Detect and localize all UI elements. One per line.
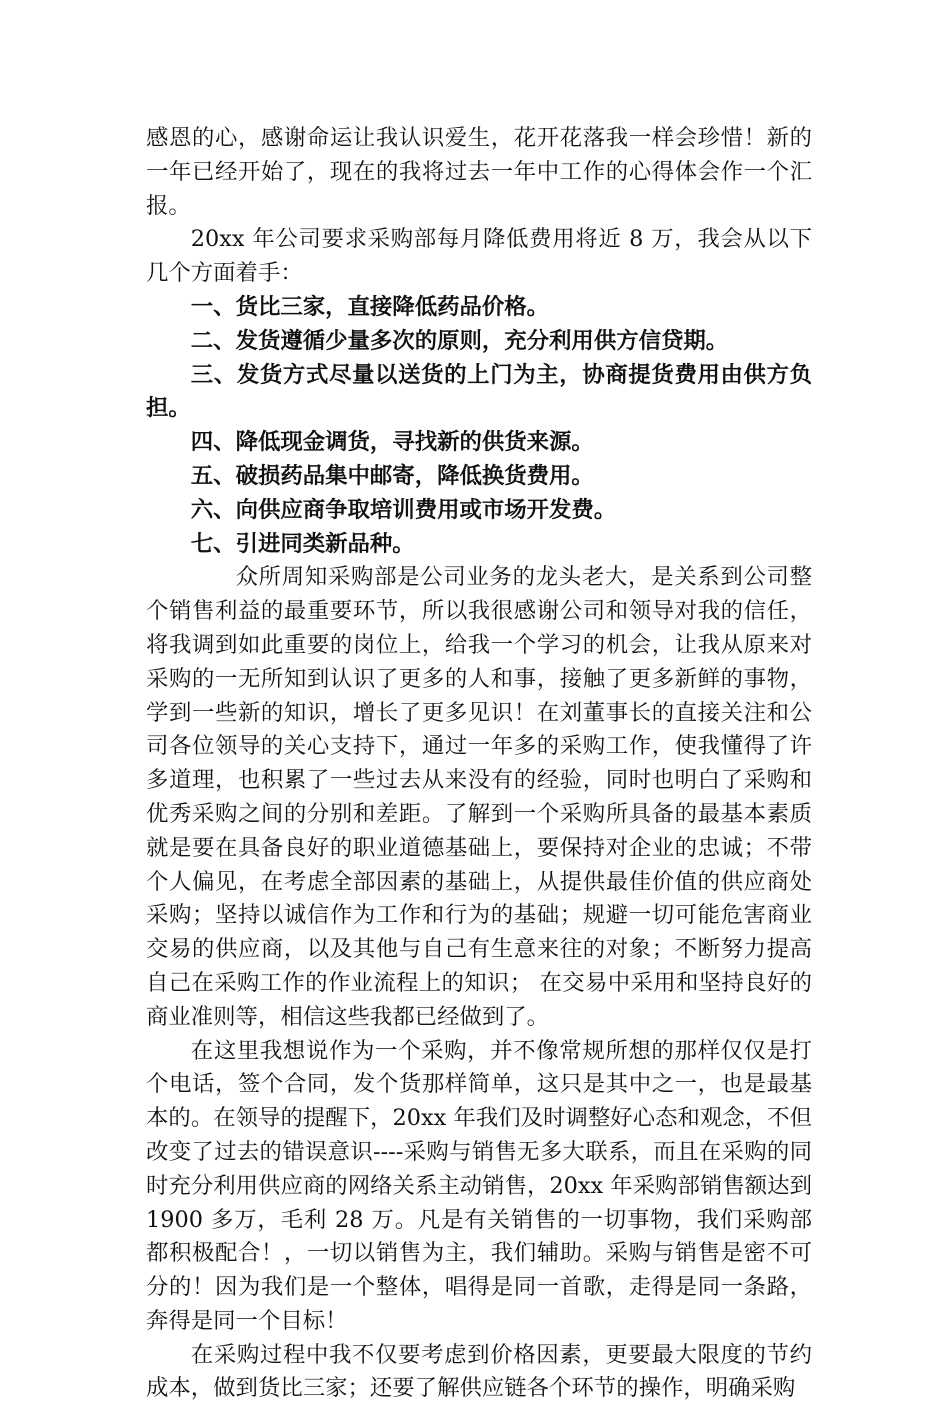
list-item-6: 六、向供应商争取培训费用或市场开发费。	[190, 496, 617, 523]
list-item-3: 三、发货方式尽量以送货的上门为主，协商提货费用由供方负担。	[146, 361, 812, 422]
document-body	[146, 122, 812, 1406]
paragraph-procurement-role: 众所周知采购部是公司业务的龙头老大，是关系到公司整个销售利益的最重要环节，所以我很感谢公司和领导对我的信任，将我调到如此重要的岗位上，给我一个学习的机会，让我从原来对采购的一无所知到认识了更多的人和事，接触了更多新鲜的事物，学到一些新的知识，增长了更多见识！在刘董事长的直接关注和公司各位领导的关心支持下，通过一年多的采购工作，使我懂得了许多道理，也积累了一些过去从来没有的经验，同时也明白了采购和优秀采购之间的分别和差距。了解到一个采购所具备的最基本素质就是要在具备良好的职业道德基础上，要保持对企业的忠诚；不带个人偏见，在考虑全部因素的基础上，从提供最佳价值的供应商处采购；坚持以诚信作为工作和行为的基础；规避一切可能危害商业交易的供应商，以及其他与自己有生意来往的对象；不断努力提高自己在采购工作的作业流程上的知识； 在交易中采用和坚持良好的商业准则等，相信这些我都已经做到了。	[146, 564, 812, 1030]
list-item-2: 二、发货遵循少量多次的原则，充分利用供方信贷期。	[190, 327, 729, 354]
paragraph-cost-target: 20xx 年公司要求采购部每月降低费用将近 8 万，我会从以下几个方面着手：	[146, 226, 812, 287]
paragraph-intro: 感恩的心，感谢命运让我认识爱生，花开花落我一样会珍惜！新的一年已经开始了，现在的我将过去一年中工作的心得体会作一个汇报。	[146, 125, 812, 219]
list-item-1: 一、货比三家，直接降低药品价格。	[190, 293, 550, 320]
paragraph-sales-cooperation: 在这里我想说作为一个采购，并不像常规所想的那样仅仅是打个电话，签个合同，发个货那样简单，这只是其中之一，也是最基本的。在领导的提醒下，20xx 年我们及时调整好心态和观念，不但改变了过去的错误意识----采购与销售无多大联系，而且在采购的同时充分利用供应商的网络关系主动销售，20xx 年采购部销售额达到 1900 多万，毛利 28 万。凡是有关销售的一切事物，我们采购部都积极配合！，一切以销售为主，我们辅助。采购与销售是密不可分的！因为我们是一个整体，唱得是同一首歌，走得是同一条路，奔得是同一个目标！	[146, 1037, 812, 1334]
list-item-5: 五、破损药品集中邮寄，降低换货费用。	[190, 462, 594, 489]
list-item-7: 七、引进同类新品种。	[190, 530, 415, 557]
list-item-4: 四、降低现金调货，寻找新的供货来源。	[190, 429, 594, 456]
paragraph-cost-saving: 在采购过程中我不仅要考虑到价格因素，更要最大限度的节约成本，做到货比三家；还要了解供应链各个环节的操作，明确采购	[146, 1341, 812, 1402]
